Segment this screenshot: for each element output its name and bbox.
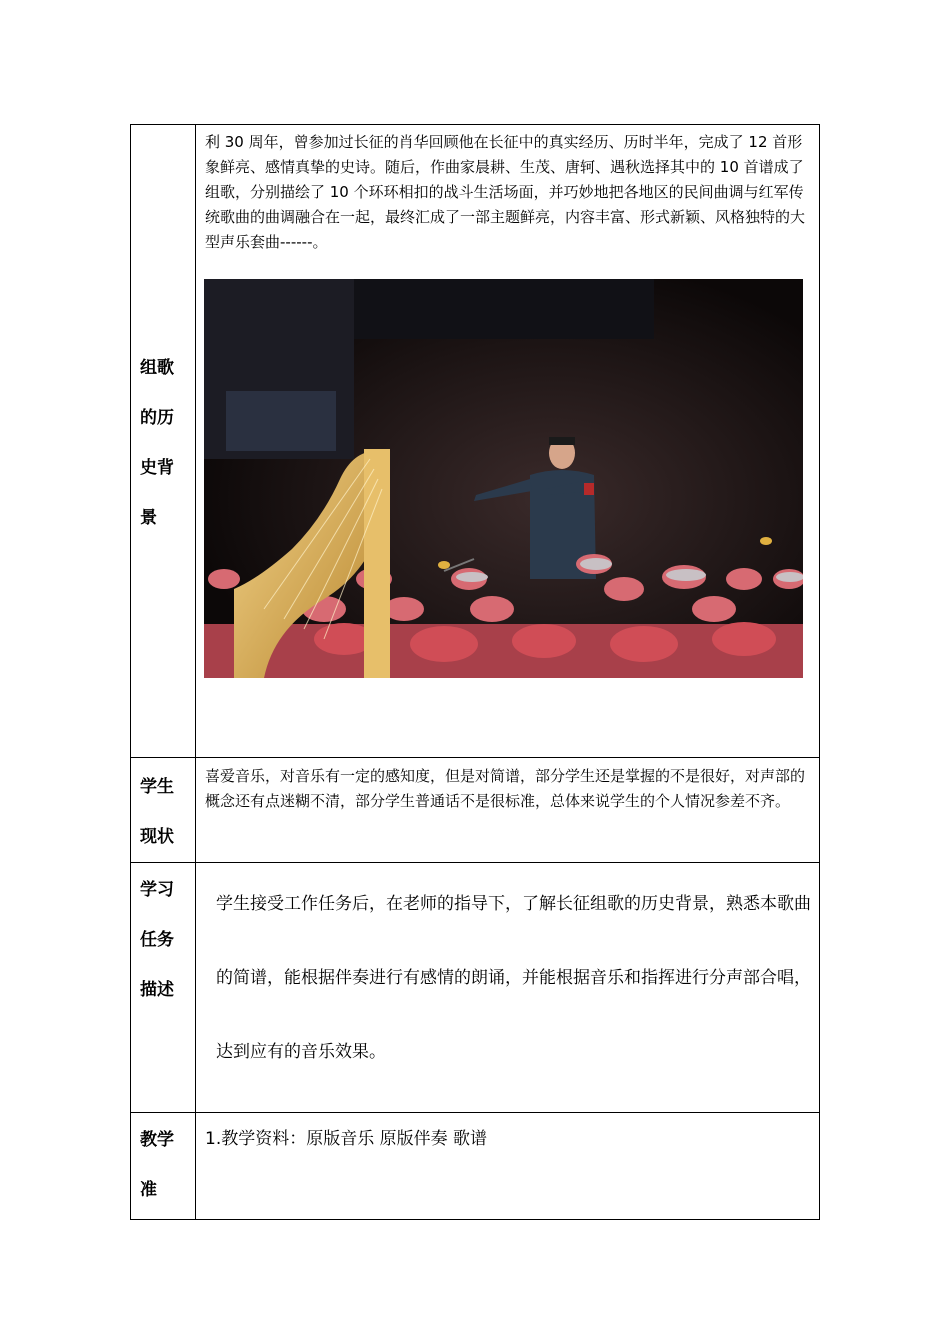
label-cell <box>131 1113 196 1220</box>
lesson-plan-table <box>130 124 820 1220</box>
concert-photo <box>204 279 803 678</box>
label-cell <box>131 758 196 863</box>
task-label: 学习任务描述 <box>140 880 174 1000</box>
prep-label: 教学准 <box>140 1130 174 1200</box>
task-row <box>131 863 820 1113</box>
background-text: 利 30 周年，曾参加过长征的肖华回顾他在长征中的真实经历、历时半年，完成了 12 首形象鲜亮、感情真挚的史诗。随后，作曲家晨耕、生茂、唐轲、遇秋选择其中的 10 首谱成了组歌，分别描绘了 10 个环环相扣的战斗生活场面，并巧妙地把各地区的民间曲调与红军传统歌曲的曲调融合在一起，最终汇成了一部主题鲜亮，内容丰富、形式新颖、风格独特的大型声乐套曲------。 <box>205 133 806 251</box>
content-cell <box>196 863 820 1113</box>
content-cell <box>196 1113 820 1220</box>
student-label: 学生现状 <box>140 777 174 847</box>
task-text: 学生接受工作任务后，在老师的指导下，了解长征组歌的历史背景，熟悉本歌曲的简谱，能根据伴奏进行有感情的朗诵，并能根据音乐和指挥进行分声部合唱，达到应有的音乐效果。 <box>216 894 811 1062</box>
prep-row <box>131 1113 820 1220</box>
student-text: 喜爱音乐，对音乐有一定的感知度，但是对简谱，部分学生还是掌握的不是很好，对声部的概念还有点迷糊不清，部分学生普通话不是很标准，总体来说学生的个人情况参差不齐。 <box>205 767 806 810</box>
student-row <box>131 758 820 863</box>
background-row <box>131 125 820 758</box>
content-cell <box>196 758 820 863</box>
background-label: 组歌的历史背景 <box>140 358 174 528</box>
prep-text: 1.教学资料：原版音乐 原版伴奏 歌谱 <box>205 1129 488 1149</box>
content-cell <box>196 125 820 758</box>
label-cell <box>131 863 196 1113</box>
label-cell <box>131 125 196 758</box>
